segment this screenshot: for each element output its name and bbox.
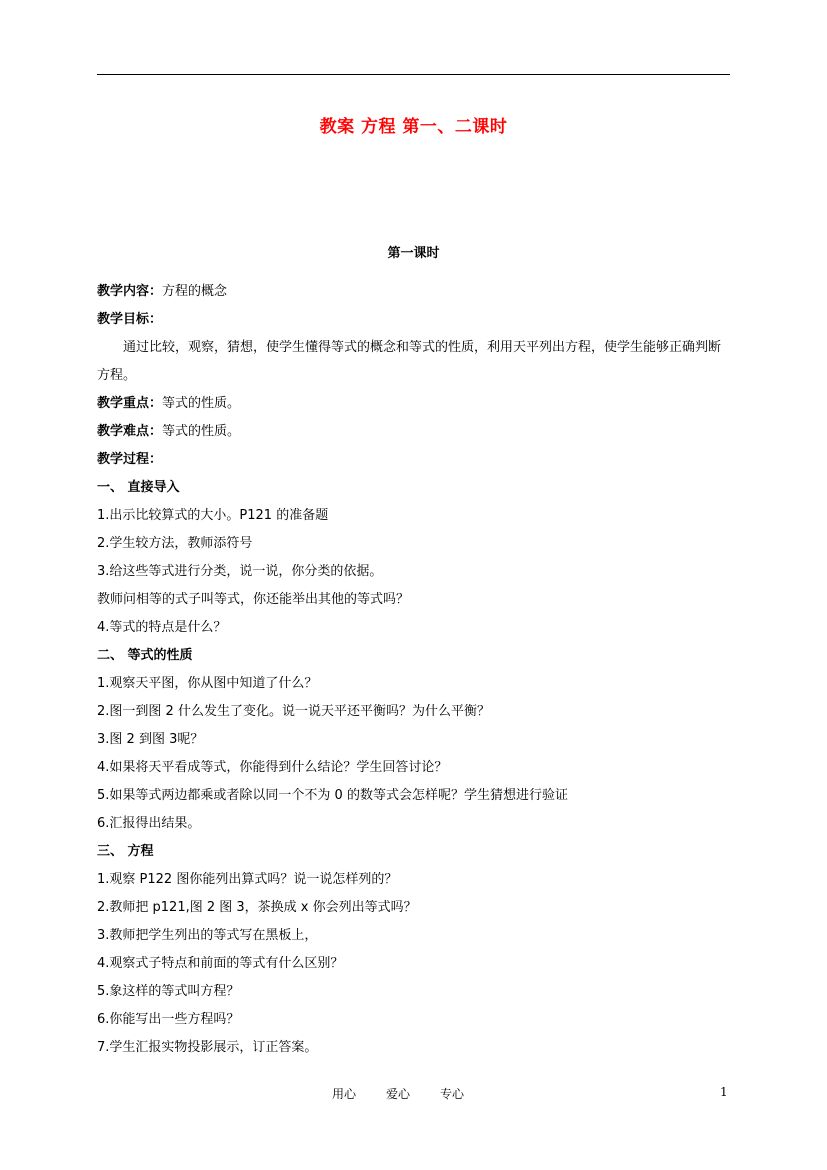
section-heading: 二、 等式的性质 — [97, 648, 193, 663]
goal-text: 通过比较，观察，猜想，使学生懂得等式的概念和等式的性质，利用天平列出方程，使学生能够正确判断方程。 — [97, 340, 722, 383]
content-row — [97, 278, 730, 306]
list-item: 教师问相等的式子叫等式，你还能举出其他的等式吗？ — [97, 592, 410, 607]
key-point-value: 等式的性质。 — [162, 396, 241, 411]
key-point-row — [97, 390, 730, 418]
footer-motto-word: 爱心 — [386, 1087, 411, 1101]
list-item: 4.观察式子特点和前面的等式有什么区别？ — [97, 956, 344, 971]
goal-label: 教学目标： — [97, 312, 163, 327]
list-item: 4.如果将天平看成等式，你能得到什么结论？学生回答讨论？ — [97, 760, 448, 775]
footer-motto-word: 用心 — [332, 1087, 357, 1101]
list-item: 3.教师把学生列出的等式写在黑板上， — [97, 928, 318, 943]
page-number: 1 — [720, 1085, 728, 1099]
list-item: 7.学生汇报实物投影展示，订正答案。 — [97, 1040, 318, 1055]
list-item: 5.象这样的等式叫方程？ — [97, 984, 240, 999]
list-item: 1.出示比较算式的大小。P121 的准备题 — [97, 508, 329, 523]
content-value: 方程的概念 — [162, 284, 228, 299]
list-item: 3.给这些等式进行分类，说一说，你分类的依据。 — [97, 564, 383, 579]
document-title: 教案 方程 第一、二课时 — [319, 117, 508, 137]
list-item: 4.等式的特点是什么？ — [97, 620, 227, 635]
section-heading: 一、 直接导入 — [97, 480, 180, 495]
list-item: 3.图 2 到图 3呢？ — [97, 732, 204, 747]
difficulty-row — [97, 418, 730, 446]
list-item: 6.你能写出一些方程吗？ — [97, 1012, 240, 1027]
process-label: 教学过程： — [97, 452, 163, 467]
lesson-title: 第一课时 — [387, 246, 440, 261]
list-item: 2.学生较方法，教师添符号 — [97, 536, 253, 551]
footer-motto — [332, 1085, 494, 1102]
header-rule — [97, 74, 730, 75]
content-label: 教学内容： — [97, 284, 163, 299]
document-body — [97, 278, 730, 1062]
key-point-label: 教学重点： — [97, 396, 163, 411]
list-item: 2.教师把 p121,图 2 图 3，茶换成 x 你会列出等式吗？ — [97, 900, 417, 915]
list-item: 1.观察天平图，你从图中知道了什么？ — [97, 676, 318, 691]
list-item: 1.观察 P122 图你能列出算式吗？说一说怎样列的？ — [97, 872, 398, 887]
list-item: 2.图一到图 2 什么发生了变化。说一说天平还平衡吗？为什么平衡？ — [97, 704, 490, 719]
list-item: 5.如果等式两边都乘或者除以同一个不为 0 的数等式会怎样呢？学生猜想进行验证 — [97, 788, 568, 803]
list-item: 6.汇报得出结果。 — [97, 816, 201, 831]
section-heading: 三、 方程 — [97, 844, 154, 859]
difficulty-value: 等式的性质。 — [162, 424, 241, 439]
footer-motto-word: 专心 — [440, 1087, 465, 1101]
difficulty-label: 教学难点： — [97, 424, 163, 439]
